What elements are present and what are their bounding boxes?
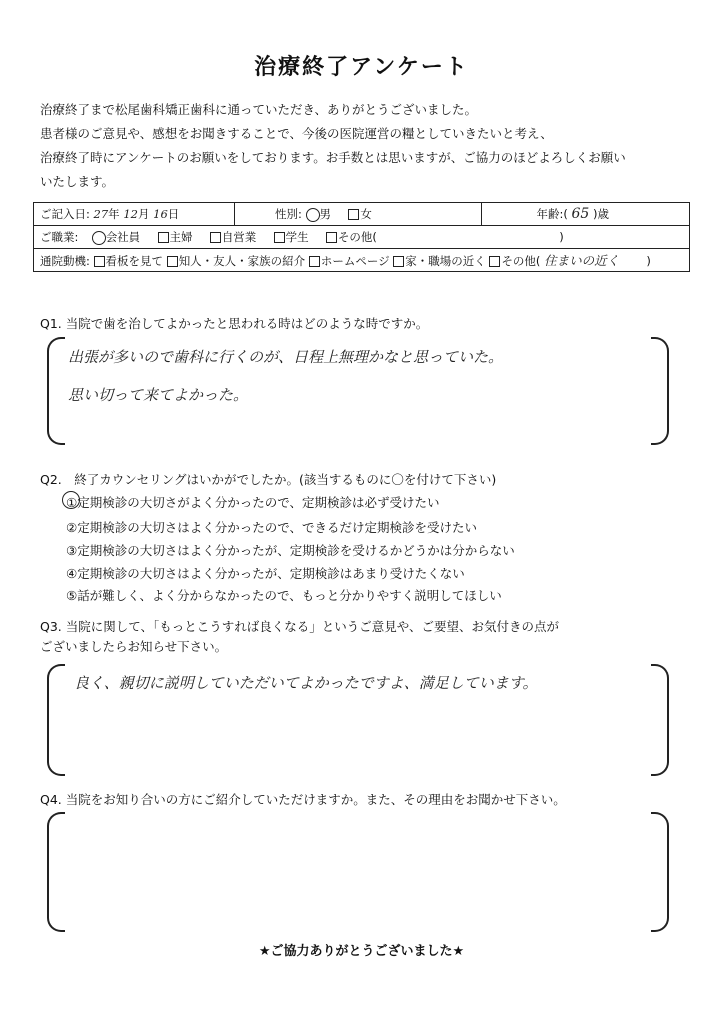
job-company-employee-checkbox-circled[interactable] bbox=[92, 231, 106, 245]
q1-right-bracket bbox=[651, 337, 669, 445]
visit-other-checkbox[interactable] bbox=[489, 256, 500, 267]
gender-male-checkbox-circled[interactable] bbox=[306, 208, 320, 222]
visit-other-value[interactable]: 住まいの近く bbox=[544, 253, 620, 268]
date-month[interactable]: 12 bbox=[123, 207, 138, 221]
date-label: ご記入日: bbox=[40, 207, 90, 221]
visit-option-other: その他( bbox=[501, 254, 541, 268]
date-month-unit: 月 bbox=[137, 207, 150, 221]
job-option-other: その他( bbox=[337, 230, 377, 244]
job-option-student: 学生 bbox=[285, 230, 309, 244]
job-other-checkbox[interactable] bbox=[326, 232, 337, 243]
q1-question: Q1. 当院で歯を治してよかったと思われる時はどのような時ですか。 bbox=[40, 316, 429, 331]
visit-homepage-checkbox[interactable] bbox=[309, 256, 320, 267]
job-other-close: ) bbox=[559, 230, 564, 244]
job-self-employed-checkbox[interactable] bbox=[210, 232, 221, 243]
age-cell bbox=[482, 203, 690, 226]
job-student-checkbox[interactable] bbox=[274, 232, 285, 243]
q1-left-bracket bbox=[47, 337, 65, 445]
job-housewife-checkbox[interactable] bbox=[158, 232, 169, 243]
visit-option-referral: 知人・友人・家族の紹介 bbox=[178, 254, 306, 268]
intro-line-3: 治療終了時にアンケートのお願いをしております。お手数とは思いますが、ご協力のほどよろしくお願い bbox=[40, 150, 626, 165]
q3-answer[interactable]: 良く、親切に説明していただいてよかったですよ、満足しています。 bbox=[74, 674, 538, 692]
visit-label: 通院動機: bbox=[40, 254, 90, 268]
q2-option-3[interactable]: ③定期検診の大切さはよく分かったが、定期検診を受けるかどうかは分からない bbox=[66, 543, 515, 558]
visit-option-signboard: 看板を見て bbox=[105, 254, 164, 268]
gender-male-label: 男 bbox=[319, 207, 332, 221]
date-year-unit: 年 bbox=[108, 207, 120, 221]
q2-option-2[interactable]: ②定期検診の大切さはよく分かったので、できるだけ定期検診を受けたい bbox=[66, 520, 477, 535]
gender-label: 性別: bbox=[275, 207, 302, 221]
q1-answer-line-1[interactable]: 出張が多いので歯科に行くのが、日程上無理かなと思っていた。 bbox=[68, 348, 504, 366]
age-value[interactable]: 65 bbox=[571, 206, 590, 222]
job-option-self-employed: 自営業 bbox=[221, 230, 257, 244]
q2-option-5[interactable]: ⑤話が難しく、よく分からなかったので、もっと分かりやすく説明してほしい bbox=[66, 588, 502, 603]
visit-referral-checkbox[interactable] bbox=[167, 256, 178, 267]
age-unit: )歳 bbox=[593, 207, 609, 221]
gender-female-label: 女 bbox=[360, 207, 372, 221]
job-label: ご職業: bbox=[40, 230, 79, 244]
q3-left-bracket bbox=[47, 664, 65, 776]
q3-question-line-2: ございましたらお知らせ下さい。 bbox=[40, 639, 228, 654]
age-label: 年齢:( bbox=[536, 207, 568, 221]
gender-female-checkbox[interactable] bbox=[348, 209, 359, 220]
intro-line-2: 患者様のご意見や、感想をお聞きすることで、今後の医院運営の糧としていきたいと考え、 bbox=[40, 126, 553, 141]
q3-right-bracket bbox=[651, 664, 669, 776]
q4-left-bracket bbox=[47, 812, 65, 932]
footer-thanks: ★ご協力ありがとうございました★ bbox=[258, 944, 465, 959]
intro-line-4: いたします。 bbox=[40, 174, 115, 189]
q4-question: Q4. 当院をお知り合いの方にご紹介していただけますか。また、その理由をお聞かせ下さい。 bbox=[40, 792, 566, 807]
q2-option-4[interactable]: ④定期検診の大切さはよく分かったが、定期検診はあまり受けたくない bbox=[66, 566, 465, 581]
job-option-company-employee: 会社員 bbox=[105, 230, 141, 244]
q2-option-1[interactable]: ①定期検診の大切さがよく分かったので、定期検診は必ず受けたい bbox=[66, 495, 440, 510]
q1-answer-line-2[interactable]: 思い切って来てよかった。 bbox=[68, 386, 249, 404]
q4-right-bracket bbox=[651, 812, 669, 932]
visit-cell bbox=[34, 249, 690, 272]
job-cell bbox=[34, 226, 690, 249]
visit-option-nearby: 家・職場の近く bbox=[405, 254, 486, 268]
q3-question-line-1: Q3. 当院に関して、「もっとこうすれば良くなる」というご意見や、ご要望、お気付きの点が bbox=[40, 619, 559, 634]
job-option-housewife: 主婦 bbox=[169, 230, 193, 244]
date-day-unit: 日 bbox=[167, 207, 180, 221]
visit-other-close: ) bbox=[646, 254, 651, 268]
visit-option-homepage: ホームページ bbox=[320, 254, 390, 268]
gender-cell bbox=[235, 203, 482, 226]
visit-signboard-checkbox[interactable] bbox=[94, 256, 105, 267]
page-title: 治療終了アンケート bbox=[254, 55, 469, 80]
visit-nearby-checkbox[interactable] bbox=[393, 256, 404, 267]
date-year[interactable]: 27 bbox=[93, 207, 109, 221]
intro-line-1: 治療終了まで松尾歯科矯正歯科に通っていただき、ありがとうございました。 bbox=[40, 102, 478, 117]
date-day[interactable]: 16 bbox=[153, 207, 168, 221]
q2-question: Q2. 終了カウンセリングはいかがでしたか。(該当するものに〇を付けて下さい) bbox=[40, 472, 497, 487]
info-table bbox=[33, 202, 690, 272]
q4-answer-area[interactable] bbox=[74, 820, 644, 920]
date-cell bbox=[34, 203, 235, 226]
